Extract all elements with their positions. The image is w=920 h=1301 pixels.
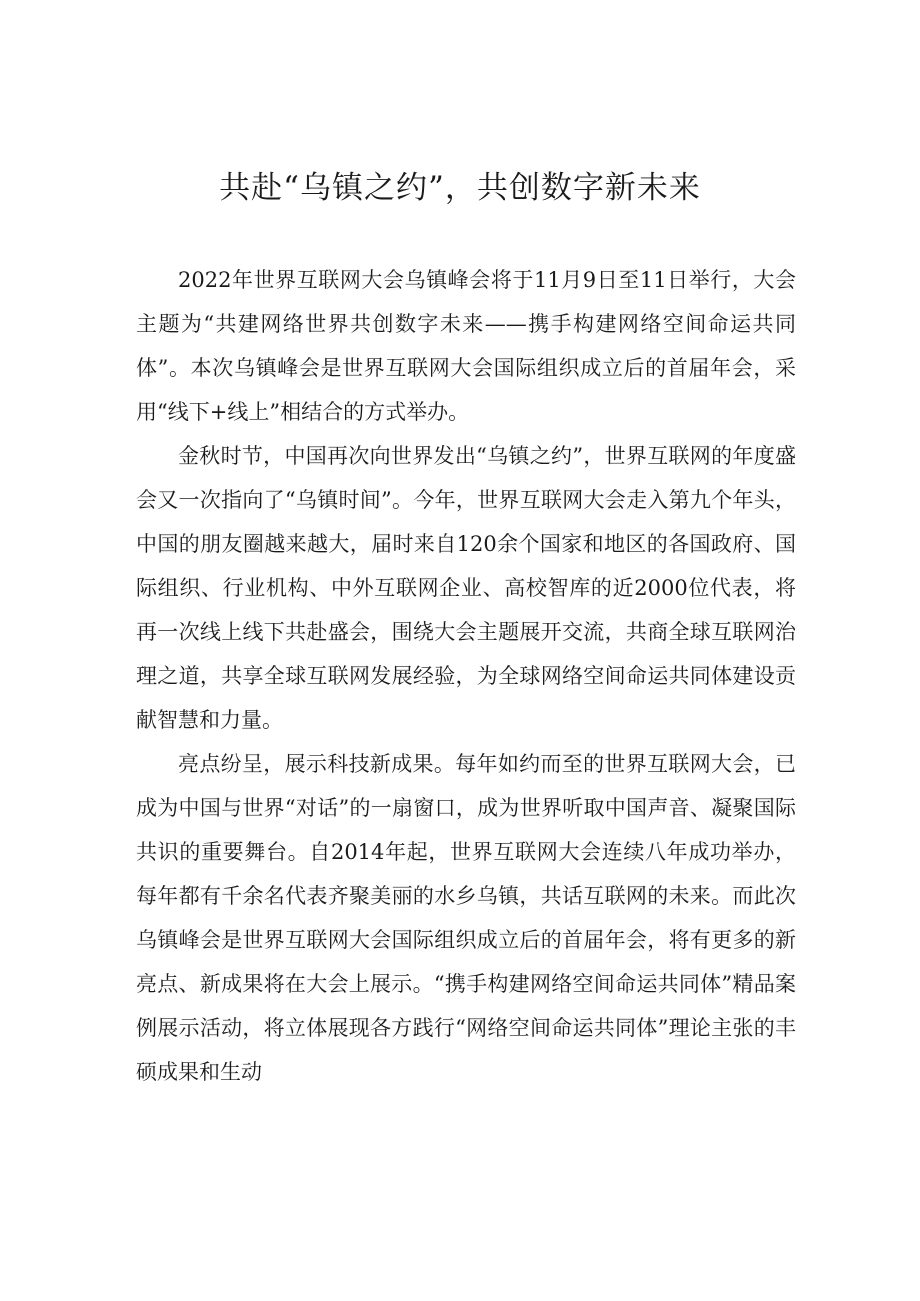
paragraph-2: 金秋时节，中国再次向世界发出“乌镇之约”，世界互联网的年度盛会又一次指向了“乌镇时间”。今年，世界互联网大会走入第九个年头，中国的朋友圈越来越大，届时来自120余个国家和地区的各国政府、国际组织、行业机构、中外互联网企业、高校智库的近2000位代表，将再一次线上线下共赴盛会，围绕大会主题展开交流，共商全球互联网治理之道，共享全球互联网发展经验，为全球网络空间命运共同体建设贡献智慧和力量。 bbox=[136, 444, 796, 732]
document-body bbox=[136, 258, 796, 1094]
paragraph-1: 2022年世界互联网大会乌镇峰会将于11月9日至11日举行，大会主题为“共建网络世界共创数字未来——携手构建网络空间命运共同体”。本次乌镇峰会是世界互联网大会国际组织成立后的首届年会，采用“线下+线上”相结合的方式举办。 bbox=[136, 268, 796, 424]
paragraph-3: 亮点纷呈，展示科技新成果。每年如约而至的世界互联网大会，已成为中国与世界“对话”的一扇窗口，成为世界听取中国声音、凝聚国际共识的重要舞台。自2014年起，世界互联网大会连续八年成功举办，每年都有千余名代表齐聚美丽的水乡乌镇，共话互联网的未来。而此次乌镇峰会是世界互联网大会国际组织成立后的首届年会，将有更多的新亮点、新成果将在大会上展示。“携手构建网络空间命运共同体”精品案例展示活动，将立体展现各方践行“网络空间命运共同体”理论主张的丰硕成果和生动 bbox=[136, 752, 796, 1084]
document-title: 共赴“乌镇之约”，共创数字新未来 bbox=[219, 170, 701, 206]
